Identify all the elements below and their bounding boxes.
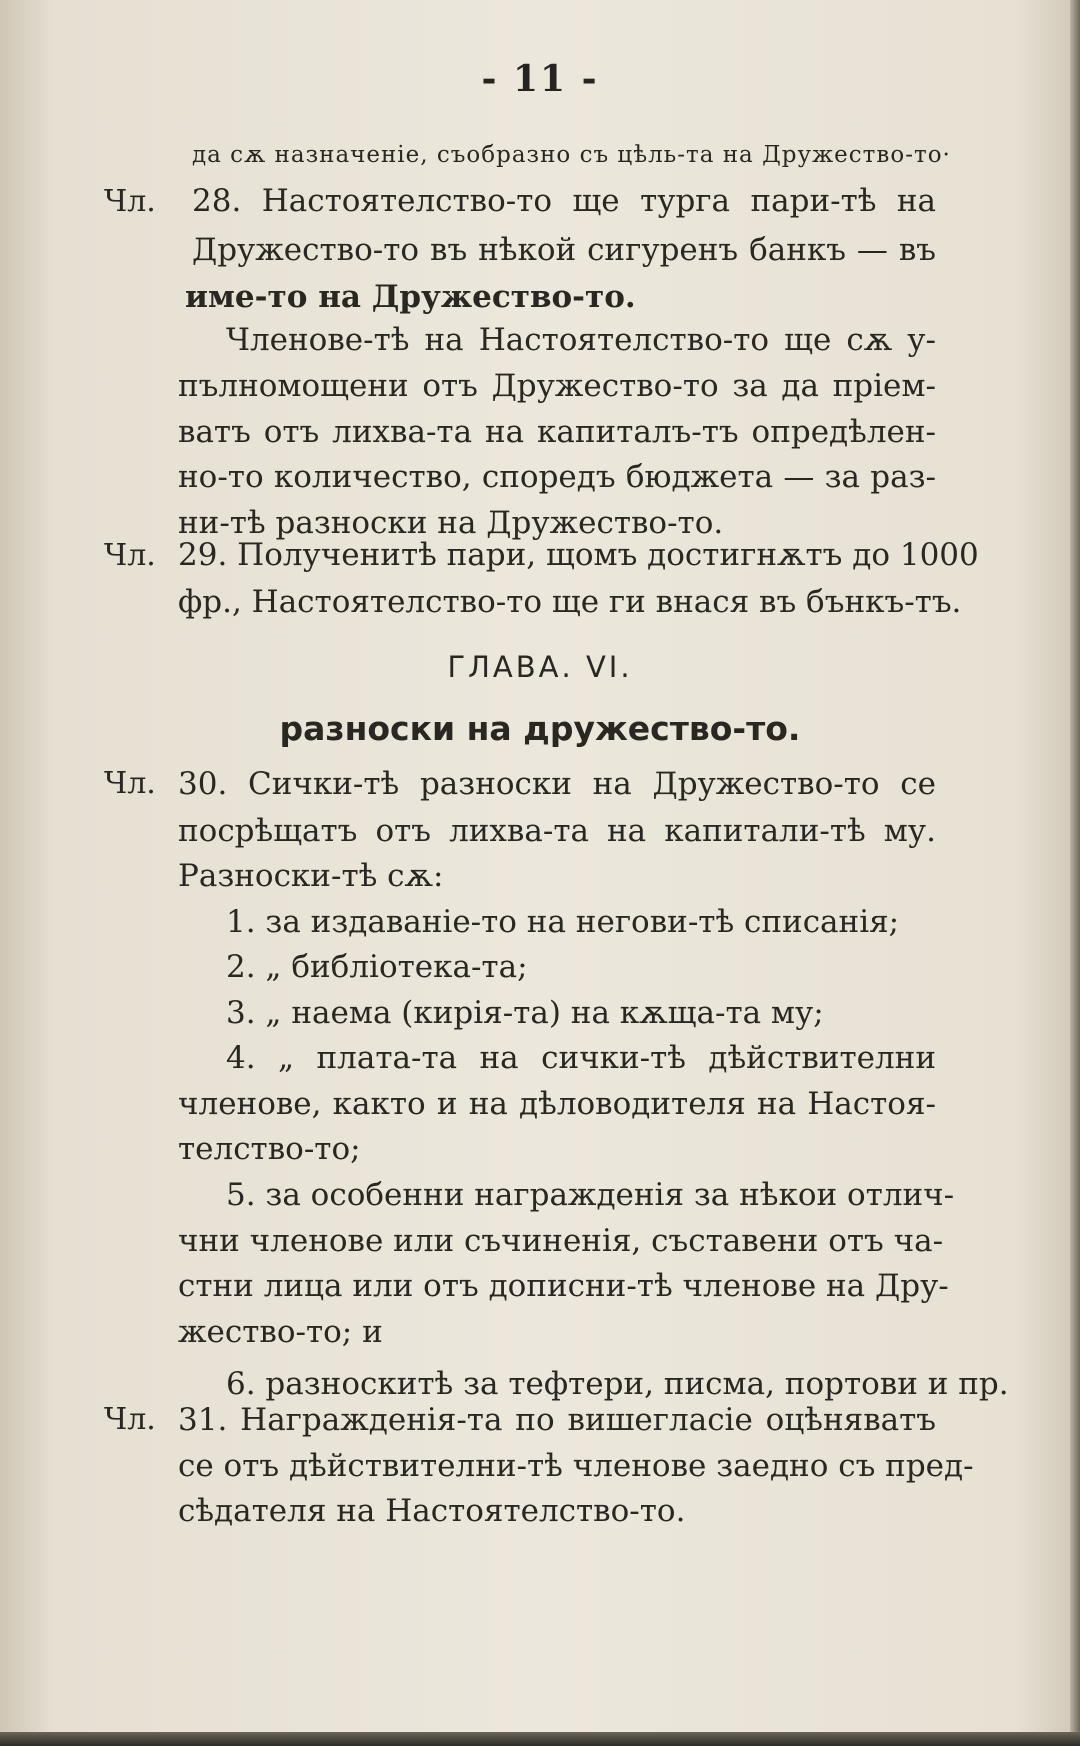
- text-line: но-то количество, споредъ бюджета — за раз-: [178, 459, 936, 495]
- text-line: ни-тѣ разноски на Дружество-то.: [178, 505, 724, 541]
- list-item: 3. „ наема (кирія-та) на кѫща-та му;: [226, 995, 824, 1031]
- text-line: име-то на Дружество-то.: [185, 279, 636, 315]
- text-line: 29. Полученитѣ пари, щомъ достигнѫтъ до 1000: [178, 537, 979, 573]
- article-label-30: Чл.: [104, 766, 156, 801]
- text-line: посрѣщатъ отъ лихва-та на капитали-тѣ му.: [178, 813, 936, 849]
- article-label-28: Чл.: [104, 184, 156, 219]
- list-item: 6. разноскитѣ за тефтери, писма, портови и пр.: [226, 1366, 1009, 1402]
- list-item: 4. „ плата-та на сички-тѣ дѣйствителни: [226, 1040, 936, 1076]
- text-line: ватъ отъ лихва-та на капиталъ-тъ опредѣлен-: [178, 414, 936, 450]
- text-line: фр., Настоятелство-то ще ги внася въ бънкъ-тъ.: [178, 584, 962, 620]
- text-line: чни членове или съчиненія, съставени отъ ча-: [178, 1223, 944, 1259]
- page-bottom-edge: [0, 1732, 1080, 1746]
- text-line: стни лица или отъ дописни-тѣ членове на Дру-: [178, 1268, 949, 1304]
- text-line: 30. Сички-тѣ разноски на Дружество-то се: [178, 766, 936, 802]
- page-edge-shadow: [1070, 0, 1080, 1746]
- list-item: 2. „ библіотека-та;: [226, 949, 528, 985]
- article-label-29: Чл.: [104, 538, 156, 573]
- text-line: се отъ дѣйствителни-тѣ членове заедно съ пред-: [178, 1448, 974, 1484]
- text-line: пълномощени отъ Дружество-то за да пріем-: [178, 368, 936, 404]
- article-label-31: Чл.: [104, 1402, 156, 1437]
- list-item: 1. за издаваніе-то на негови-тѣ списанія;: [226, 904, 900, 940]
- text-line: Членове-тѣ на Настоятелство-то ще сѫ у-: [226, 322, 936, 358]
- chapter-subtitle: разноски на дружество-то.: [279, 709, 801, 748]
- text-line: 31. Награжденія-та по вишегласіе оцѣняватъ: [178, 1402, 936, 1438]
- page-number: - 11 -: [481, 58, 599, 100]
- text-line: телство-то;: [178, 1131, 361, 1167]
- text-line: Разноски-тѣ сѫ:: [178, 858, 444, 894]
- text-line: 28. Настоятелство-то ще турга пари-тѣ на: [192, 183, 936, 219]
- list-item: 5. за особенни награжденія за нѣкои отлич-: [226, 1177, 955, 1213]
- chapter-title: ГЛАВА. VI.: [447, 650, 633, 684]
- text-line: членове, както и на дѣловодителя на Настоя-: [178, 1086, 936, 1122]
- text-line: Дружество-то въ нѣкой сигуренъ банкъ — въ: [192, 232, 936, 268]
- text-line: жество-то; и: [178, 1314, 383, 1350]
- text-line: сѣдателя на Настоятелство-то.: [178, 1493, 686, 1529]
- text-line: да сѫ назначеніе, съобразно съ цѣль-та на Дружество-то·: [192, 142, 951, 168]
